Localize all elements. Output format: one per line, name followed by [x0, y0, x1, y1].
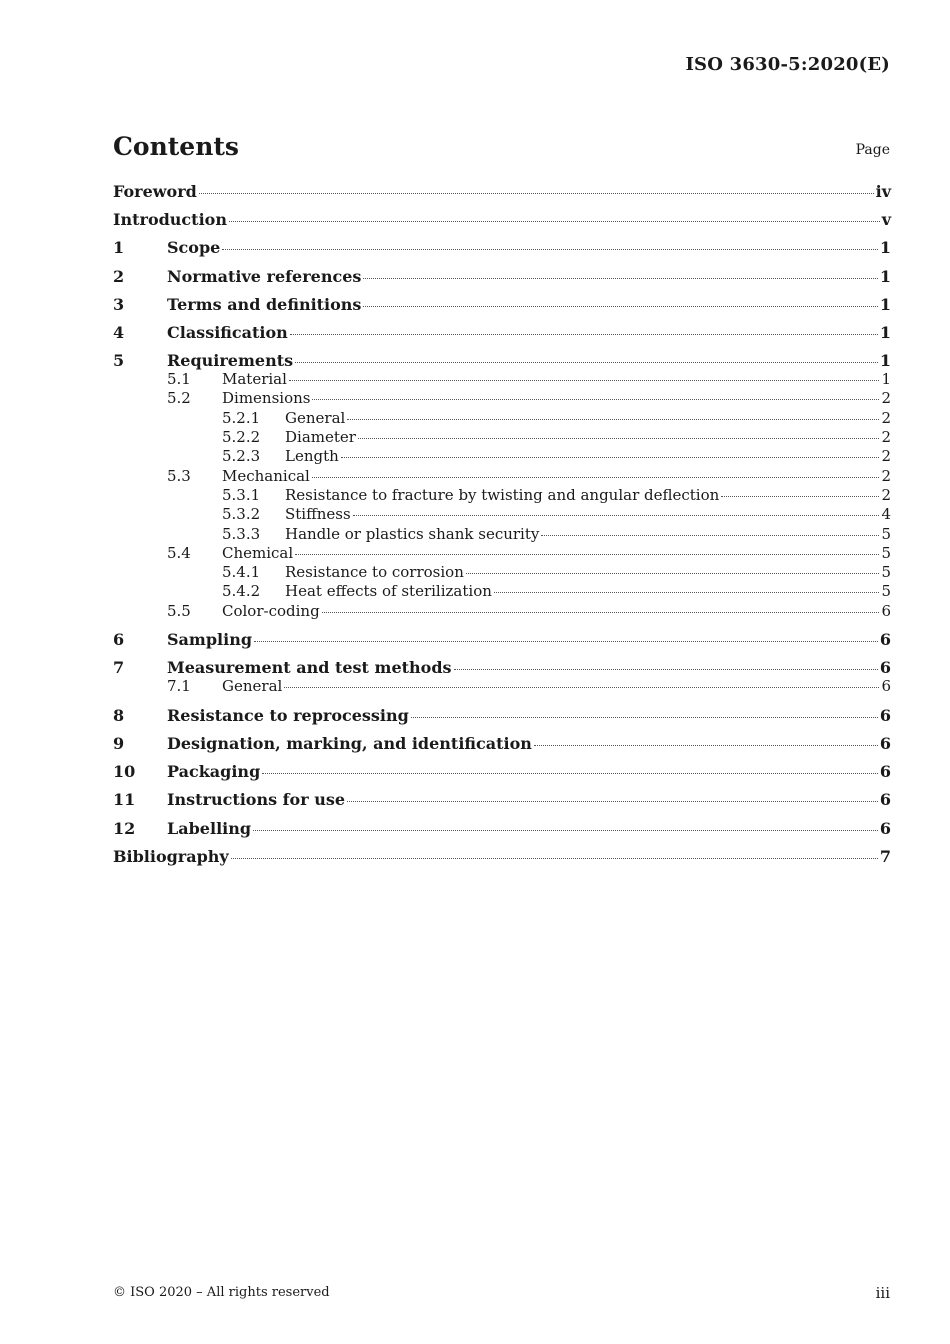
- toc-entry-title: Material: [222, 370, 287, 389]
- toc-entry[interactable]: [113, 182, 891, 201]
- toc-entry-page: 2: [881, 408, 891, 427]
- toc-entry-number: 5.2.2: [222, 428, 261, 447]
- toc-entry-page: 6: [879, 658, 891, 678]
- toc-entry-title: Labelling: [167, 818, 252, 838]
- toc-entry-number: 5.3: [167, 466, 191, 485]
- toc-entry-title: Color-coding: [222, 601, 320, 620]
- footer-page-number: iii: [875, 1284, 890, 1302]
- dot-leader: [229, 221, 880, 222]
- dot-leader: [262, 773, 878, 774]
- toc-entry-page: 2: [881, 428, 891, 447]
- toc-entry[interactable]: [113, 706, 891, 725]
- toc-entry-title: Heat effects of sterilization: [285, 582, 492, 601]
- toc-entry[interactable]: [113, 658, 891, 677]
- dot-leader: [363, 278, 877, 279]
- toc-entry[interactable]: [113, 582, 891, 601]
- dot-leader: [231, 858, 878, 859]
- toc-entry-number: 6: [113, 630, 125, 650]
- toc-entry[interactable]: [113, 563, 891, 582]
- toc-entry-number: 7: [113, 658, 125, 678]
- toc-entry-page: 5: [881, 582, 891, 601]
- toc-entry-title: General: [222, 677, 283, 696]
- dot-leader: [254, 641, 878, 642]
- toc-entry[interactable]: [113, 323, 891, 342]
- toc-entry-number: 5.3.3: [222, 524, 261, 543]
- toc-entry-number: 9: [113, 734, 125, 754]
- toc-entry[interactable]: [113, 486, 891, 505]
- toc-entry-number: 12: [113, 818, 136, 838]
- toc-entry[interactable]: [113, 370, 891, 389]
- toc-entry-number: 5.4.1: [222, 563, 261, 582]
- footer-copyright: © ISO 2020 – All rights reserved: [113, 1285, 330, 1300]
- dot-leader: [466, 573, 880, 574]
- toc-entry-page: 6: [879, 762, 891, 782]
- toc-entry-title: Scope: [167, 238, 221, 258]
- toc-entry-title: Resistance to reprocessing: [167, 705, 409, 725]
- toc-entry-page: 5: [881, 543, 891, 562]
- toc-entry-page: 7: [879, 846, 891, 866]
- toc-entry-number: 5.5: [167, 601, 191, 620]
- toc-entry[interactable]: [113, 238, 891, 257]
- toc-entry-number: 5.1: [167, 370, 191, 389]
- toc-entry-page: 6: [879, 790, 891, 810]
- toc-entry-page: 5: [881, 524, 891, 543]
- dot-leader: [222, 249, 878, 250]
- toc-entry-page: 1: [879, 266, 891, 286]
- toc-entry-page: v: [881, 210, 891, 230]
- toc-entry-number: 5.4: [167, 543, 191, 562]
- toc-entry[interactable]: [113, 630, 891, 649]
- toc-entry-page: 1: [879, 322, 891, 342]
- toc-entry-title: Stiffness: [285, 505, 351, 524]
- toc-entry[interactable]: [113, 351, 891, 370]
- dot-leader: [363, 306, 877, 307]
- toc-entry[interactable]: [113, 677, 891, 696]
- dot-leader: [312, 477, 880, 478]
- toc-entry[interactable]: [113, 819, 891, 838]
- toc-entry-page: 4: [881, 505, 891, 524]
- toc-entry-title: Resistance to fracture by twisting and angular deflection: [285, 485, 720, 504]
- dot-leader: [295, 362, 878, 363]
- toc-entry-page: 6: [881, 677, 891, 696]
- toc-entry[interactable]: [113, 428, 891, 447]
- toc-entry-title: Classification: [167, 322, 288, 342]
- toc-entry-number: 2: [113, 266, 125, 286]
- toc-entry[interactable]: [113, 389, 891, 408]
- dot-leader: [290, 334, 878, 335]
- page-column-label: Page: [855, 142, 890, 158]
- toc-entry-title: Resistance to corrosion: [285, 563, 464, 582]
- dot-leader: [347, 419, 879, 420]
- toc-entry-title: Designation, marking, and identification: [167, 734, 532, 754]
- toc-entry-number: 8: [113, 705, 125, 725]
- dot-leader: [253, 830, 878, 831]
- dot-leader: [284, 687, 879, 688]
- document-id: ISO 3630-5:2020(E): [685, 54, 890, 75]
- dot-leader: [312, 399, 879, 400]
- toc-entry[interactable]: [113, 762, 891, 781]
- toc-entry-number: 1: [113, 238, 125, 258]
- toc-entry-number: 3: [113, 294, 125, 314]
- toc-entry[interactable]: [113, 295, 891, 314]
- dot-leader: [295, 554, 879, 555]
- toc-entry[interactable]: [113, 602, 891, 621]
- toc-entry[interactable]: [113, 847, 891, 866]
- toc-entry-title: Dimensions: [222, 389, 311, 408]
- toc-entry[interactable]: [113, 734, 891, 753]
- toc-entry[interactable]: [113, 447, 891, 466]
- toc-entry-page: 2: [881, 485, 891, 504]
- toc-entry-page: 1: [879, 351, 891, 371]
- toc-entry-title: Handle or plastics shank security: [285, 524, 540, 543]
- contents-heading: Contents: [113, 132, 240, 161]
- dot-leader: [347, 801, 878, 802]
- dot-leader: [358, 438, 880, 439]
- toc-entry-page: 6: [879, 818, 891, 838]
- toc-entry-title: Length: [285, 447, 339, 466]
- dot-leader: [411, 717, 878, 718]
- dot-leader: [341, 457, 880, 458]
- toc-entry[interactable]: [113, 467, 891, 486]
- toc-entry-title: Packaging: [167, 762, 261, 782]
- toc-entry-number: 5: [113, 351, 125, 371]
- toc-entry[interactable]: [113, 790, 891, 809]
- toc-entry-page: 6: [881, 601, 891, 620]
- toc-entry-page: 6: [879, 630, 891, 650]
- toc-entry-title: Chemical: [222, 543, 294, 562]
- toc-entry[interactable]: [113, 210, 891, 229]
- toc-entry-number: 5.2: [167, 389, 191, 408]
- toc-entry-title: Instructions for use: [167, 790, 346, 810]
- toc-entry-page: 1: [879, 238, 891, 258]
- dot-leader: [534, 745, 878, 746]
- toc-entry-page: 2: [881, 389, 891, 408]
- toc-entry-title: Diameter: [285, 428, 356, 447]
- dot-leader: [322, 612, 880, 613]
- toc-entry-number: 5.4.2: [222, 582, 261, 601]
- dot-leader: [494, 592, 880, 593]
- toc-entry-page: 2: [881, 447, 891, 466]
- toc-entry-page: 1: [879, 294, 891, 314]
- toc-entry[interactable]: [113, 409, 891, 428]
- toc-entry-title: Introduction: [113, 210, 227, 230]
- dot-leader: [289, 380, 880, 381]
- toc-entry-number: 10: [113, 762, 136, 782]
- toc-entry-page: 1: [881, 370, 891, 389]
- dot-leader: [721, 496, 879, 497]
- toc-entry-number: 7.1: [167, 677, 191, 696]
- dot-leader: [454, 669, 878, 670]
- dot-leader: [199, 193, 874, 194]
- toc-entry-title: Mechanical: [222, 466, 310, 485]
- toc-entry-page: 6: [879, 705, 891, 725]
- toc-entry-page: 6: [879, 734, 891, 754]
- toc-entry-number: 4: [113, 322, 125, 342]
- dot-leader: [353, 515, 880, 516]
- toc-entry-page: 5: [881, 563, 891, 582]
- toc-entry-title: Sampling: [167, 630, 253, 650]
- toc-entry[interactable]: [113, 267, 891, 286]
- toc-entry-title: General: [285, 408, 346, 427]
- toc-entry-title: Terms and definitions: [167, 294, 362, 314]
- toc-entry-title: Bibliography: [113, 846, 229, 866]
- toc-entry-number: 5.3.1: [222, 485, 261, 504]
- table-of-contents: [113, 182, 891, 866]
- toc-entry-page: 2: [881, 466, 891, 485]
- toc-entry-number: 5.3.2: [222, 505, 261, 524]
- toc-entry[interactable]: [113, 525, 891, 544]
- toc-entry-title: Foreword: [113, 182, 197, 201]
- toc-entry-number: 5.2.3: [222, 447, 261, 466]
- toc-entry-title: Requirements: [167, 351, 294, 371]
- toc-entry[interactable]: [113, 544, 891, 563]
- toc-entry-page: iv: [875, 182, 891, 201]
- toc-entry[interactable]: [113, 505, 891, 524]
- toc-entry-number: 11: [113, 790, 136, 810]
- toc-entry-title: Measurement and test methods: [167, 658, 452, 678]
- toc-entry-number: 5.2.1: [222, 408, 261, 427]
- dot-leader: [541, 535, 879, 536]
- toc-entry-title: Normative references: [167, 266, 362, 286]
